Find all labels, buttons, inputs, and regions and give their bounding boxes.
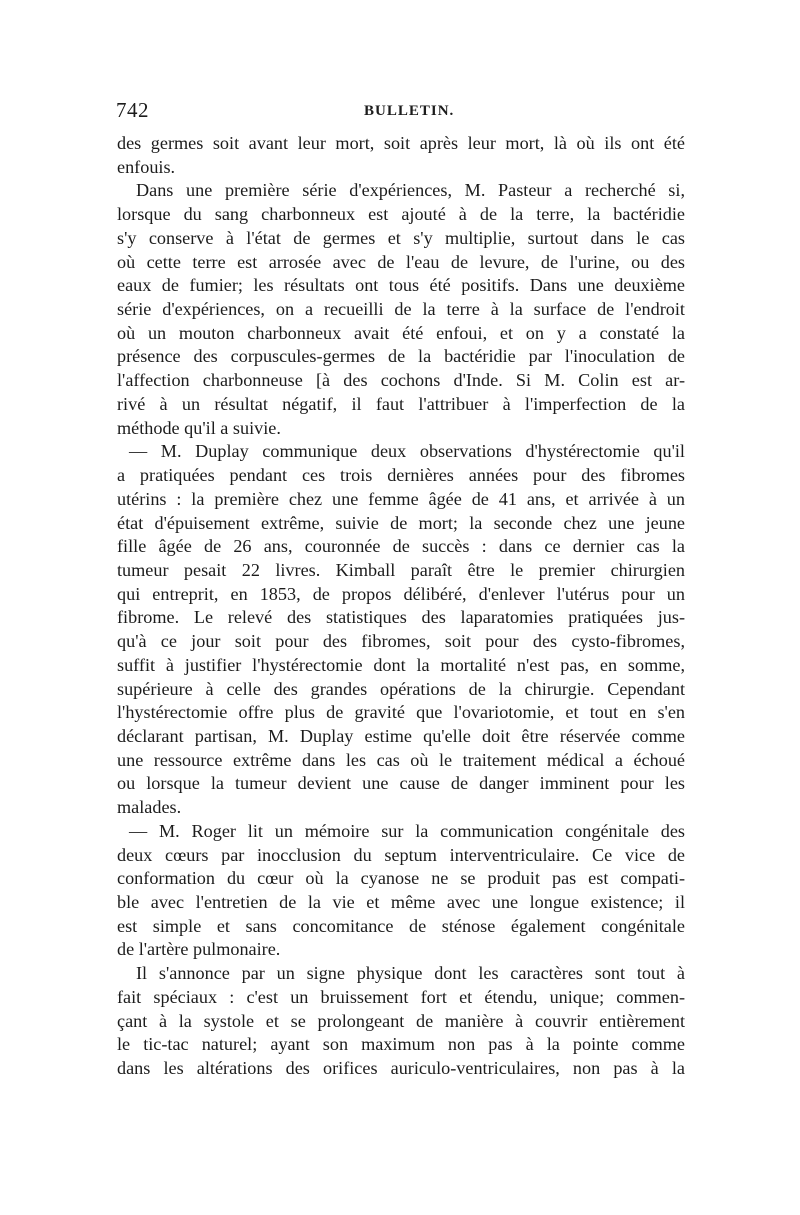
text-line: dans les altérations des orifices auriculo-ventriculaires, non pas à la: [117, 1058, 685, 1079]
text-line: ble avec l'entretien de la vie et même avec une longue existence; il: [117, 892, 685, 912]
text-line: une ressource extrême dans les cas où le traitement médical a échoué: [117, 749, 685, 770]
text-line: conformation du cœur où la cyanose ne se produit pas est compati-: [117, 868, 685, 889]
text-line: rivé à un résultat négatif, il faut l'attribuer à l'imperfection de la: [117, 393, 685, 414]
text-line: présence des corpuscules-germes de la bactéridie par l'inoculation de: [117, 346, 685, 367]
text-line: Il s'annonce par un signe physique dont les caractères sont tout à: [136, 963, 685, 984]
text-line: fait spéciaux : c'est un bruissement fort et étendu, unique; commen-: [117, 986, 685, 1007]
text-line: l'affection charbonneuse [à des cochons d'Inde. Si M. Colin est ar-: [117, 370, 685, 391]
text-line: l'hystérectomie offre plus de gravité que l'ovariotomie, et tout en s'en: [117, 702, 685, 723]
text-line: Dans une première série d'expériences, M. Pasteur a recherché si,: [136, 180, 685, 201]
text-line: eaux de fumier; les résultats ont tous été positifs. Dans une deuxième: [117, 275, 685, 296]
text-line: fille âgée de 26 ans, couronnée de succès : dans ce dernier cas la: [117, 536, 685, 557]
text-line: qui entreprit, en 1853, de propos délibéré, d'enlever l'utérus pour un: [117, 583, 685, 604]
text-line: le tic-tac naturel; ayant son maximum non pas à la pointe comme: [117, 1034, 685, 1055]
running-head: BULLETIN.: [364, 103, 455, 119]
text-line: — M. Duplay communique deux observations d'hystérectomie qu'il: [129, 441, 685, 462]
text-line: où un mouton charbonneux avait été enfoui, et on y a constaté la: [117, 322, 685, 343]
text-line: état d'épuisement extrême, suivie de mort; la seconde chez une jeune: [117, 512, 685, 533]
text-line: — M. Roger lit un mémoire sur la communication congénitale des: [129, 820, 685, 841]
text-line: de l'artère pulmonaire.: [117, 939, 281, 960]
text-line: lorsque du sang charbonneux est ajouté à de la terre, la bactéridie: [117, 204, 685, 225]
text-line: des germes soit avant leur mort, soit après leur mort, là où ils ont été: [117, 133, 685, 153]
body-text: [117, 132, 685, 1081]
text-line: çant à la systole et se prolongeant de manière à couvrir entièrement: [117, 1010, 685, 1031]
text-line: malades.: [117, 797, 182, 818]
text-line: utérins : la première chez une femme âgée de 41 ans, et arrivée à un: [117, 488, 685, 509]
text-line: ou lorsque la tumeur devient une cause de danger imminent pour les: [117, 773, 685, 794]
page-header: [116, 98, 686, 124]
text-line: supérieure à celle des grandes opérations de la chirurgie. Cependant: [117, 678, 685, 699]
text-line: enfouis.: [117, 156, 176, 177]
text-line: suffit à justifier l'hystérectomie dont la mortalité n'est pas, en somme,: [117, 654, 685, 675]
text-line: série d'expériences, on a recueilli de la terre à la surface de l'endroit: [117, 299, 685, 320]
text-line: fibrome. Le relevé des statistiques des laparatomies pratiquées jus-: [117, 607, 685, 628]
text-line: est simple et sans concomitance de sténose également congénitale: [117, 915, 685, 936]
text-line: s'y conserve à l'état de germes et s'y multiplie, surtout dans le cas: [117, 227, 685, 248]
text-line: tumeur pesait 22 livres. Kimball paraît être le premier chirurgien: [117, 559, 685, 580]
text-line: qu'à ce jour soit pour des fibromes, soit pour des cysto-fibromes,: [117, 631, 685, 652]
text-line: méthode qu'il a suivie.: [117, 417, 281, 438]
text-line: où cette terre est arrosée avec de l'eau de levure, de l'urine, ou des: [117, 251, 685, 272]
page-number: 742: [116, 98, 149, 122]
text-line: déclarant partisan, M. Duplay estime qu'elle doit être réservée comme: [117, 725, 685, 746]
text-line: a pratiquées pendant ces trois dernières années pour des fibromes: [117, 465, 685, 486]
text-line: deux cœurs par inocclusion du septum interventriculaire. Ce vice de: [117, 844, 685, 865]
